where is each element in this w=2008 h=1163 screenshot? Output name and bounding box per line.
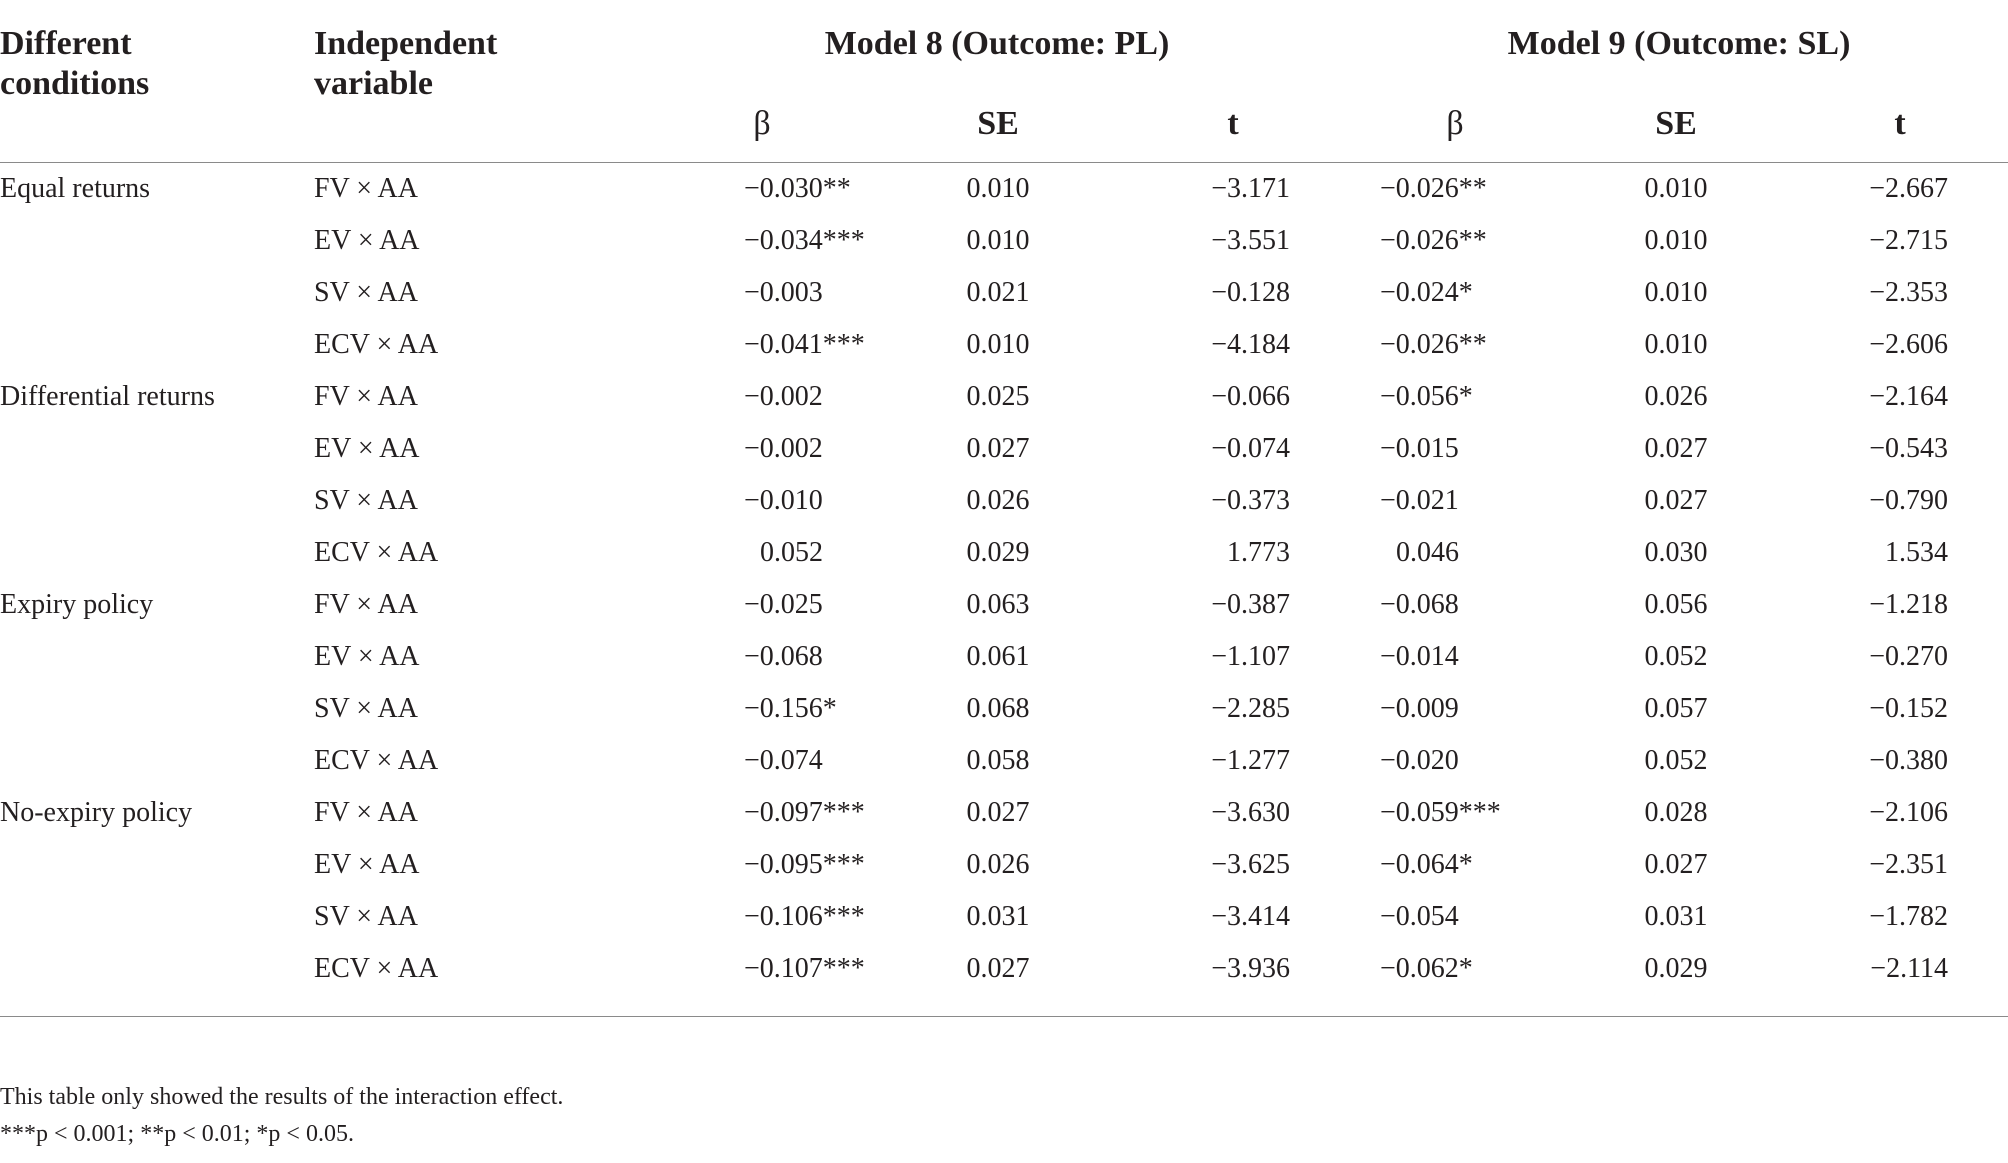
cell-condition xyxy=(0,943,314,995)
cell-se-model8: 0.025 xyxy=(966,381,1030,412)
table-row xyxy=(0,787,2008,839)
cell-se-model8: 0.068 xyxy=(966,693,1030,724)
cell-t-model8: −1.107 xyxy=(1211,641,1291,672)
table-row xyxy=(0,163,2008,216)
cell-variable: FV × AA xyxy=(314,589,418,620)
cell-t-model9: −2.606 xyxy=(1869,329,1949,360)
table-row xyxy=(0,943,2008,995)
cell-beta-model8: −0.010 xyxy=(744,485,823,516)
table-row xyxy=(0,839,2008,891)
cell-beta-model8: −0.095*** xyxy=(744,849,865,880)
cell-variable: ECV × AA xyxy=(314,745,439,776)
cell-t-model8: 1.773 xyxy=(1227,537,1291,568)
cell-t-model8: −3.414 xyxy=(1211,901,1291,932)
cell-beta-model8: −0.156* xyxy=(744,693,837,724)
cell-beta-model9: −0.064* xyxy=(1380,849,1473,880)
cell-se-model9: 0.056 xyxy=(1644,589,1708,620)
cell-beta-model8: −0.107*** xyxy=(744,953,865,984)
cell-variable: EV × AA xyxy=(314,641,420,672)
cell-se-model8: 0.058 xyxy=(966,745,1030,776)
table-row xyxy=(0,579,2008,631)
cell-variable: FV × AA xyxy=(314,173,418,204)
cell-t-model9: −0.270 xyxy=(1869,641,1949,672)
cell-beta-model8: −0.041*** xyxy=(744,329,865,360)
table-row xyxy=(0,371,2008,423)
cell-se-model9: 0.052 xyxy=(1644,745,1708,776)
table-row xyxy=(0,475,2008,527)
header-t-model9: t xyxy=(1894,105,1906,142)
cell-t-model9: −1.218 xyxy=(1869,589,1949,620)
cell-beta-model9: −0.015 xyxy=(1380,433,1459,464)
cell-t-model8: −0.128 xyxy=(1211,277,1291,308)
cell-beta-model9: −0.020 xyxy=(1380,745,1459,776)
cell-t-model9: −2.715 xyxy=(1869,225,1949,256)
cell-variable: EV × AA xyxy=(314,225,420,256)
cell-se-model8: 0.026 xyxy=(966,485,1030,516)
header-beta-model9: β xyxy=(1446,105,1464,142)
cell-beta-model8: −0.068 xyxy=(744,641,823,672)
cell-beta-model9: 0.046 xyxy=(1396,537,1460,568)
cell-variable: SV × AA xyxy=(314,277,418,308)
cell-condition xyxy=(0,319,314,371)
cell-t-model8: −4.184 xyxy=(1211,329,1291,360)
cell-variable: EV × AA xyxy=(314,849,420,880)
header-conditions-line2: conditions xyxy=(0,65,150,102)
cell-condition: Expiry policy xyxy=(0,589,154,620)
cell-beta-model9: −0.009 xyxy=(1380,693,1459,724)
header-se-model8: SE xyxy=(977,105,1019,142)
cell-beta-model8: −0.002 xyxy=(744,433,823,464)
cell-se-model8: 0.021 xyxy=(966,277,1030,308)
table-row xyxy=(0,423,2008,475)
cell-t-model9: −2.164 xyxy=(1869,381,1949,412)
header-conditions-line1: Different xyxy=(0,25,132,62)
cell-condition xyxy=(0,631,314,683)
header-t-model8: t xyxy=(1227,105,1239,142)
cell-condition xyxy=(0,267,314,319)
cell-se-model9: 0.026 xyxy=(1644,381,1708,412)
cell-beta-model9: −0.026** xyxy=(1380,225,1487,256)
cell-t-model8: −3.936 xyxy=(1211,953,1291,984)
cell-se-model9: 0.031 xyxy=(1644,901,1708,932)
cell-se-model9: 0.010 xyxy=(1644,277,1708,308)
cell-t-model9: −0.543 xyxy=(1869,433,1949,464)
cell-t-model9: −0.790 xyxy=(1869,485,1949,516)
cell-condition: Equal returns xyxy=(0,173,151,204)
cell-se-model8: 0.010 xyxy=(966,173,1030,204)
cell-t-model9: −1.782 xyxy=(1869,901,1949,932)
header-beta-model8: β xyxy=(753,105,771,142)
header-conditions xyxy=(0,0,314,163)
cell-beta-model8: −0.074 xyxy=(744,745,823,776)
cell-t-model8: −3.171 xyxy=(1211,173,1291,204)
cell-se-model8: 0.063 xyxy=(966,589,1030,620)
cell-beta-model8: −0.097*** xyxy=(744,797,865,828)
cell-se-model8: 0.027 xyxy=(966,797,1030,828)
cell-beta-model8: −0.002 xyxy=(744,381,823,412)
cell-condition xyxy=(0,215,314,267)
cell-se-model8: 0.031 xyxy=(966,901,1030,932)
cell-beta-model9: −0.054 xyxy=(1380,901,1459,932)
cell-variable: ECV × AA xyxy=(314,537,439,568)
table-row xyxy=(0,319,2008,371)
table-row xyxy=(0,683,2008,735)
header-variable xyxy=(314,0,644,163)
cell-condition xyxy=(0,735,314,787)
cell-variable: SV × AA xyxy=(314,693,418,724)
cell-variable: SV × AA xyxy=(314,485,418,516)
cell-beta-model8: −0.025 xyxy=(744,589,823,620)
cell-se-model9: 0.010 xyxy=(1644,225,1708,256)
cell-condition: Differential returns xyxy=(0,381,215,412)
cell-t-model9: −2.667 xyxy=(1869,173,1949,204)
cell-condition xyxy=(0,683,314,735)
footnote-significance-text: ***p < 0.001; **p < 0.01; *p < 0.05. xyxy=(0,1121,354,1147)
cell-beta-model9: −0.026** xyxy=(1380,329,1487,360)
cell-beta-model9: −0.021 xyxy=(1380,485,1459,516)
cell-se-model9: 0.010 xyxy=(1644,329,1708,360)
cell-beta-model9: −0.026** xyxy=(1380,173,1487,204)
bottom-rule xyxy=(0,1016,2008,1017)
cell-t-model9: −2.351 xyxy=(1869,849,1949,880)
table-row xyxy=(0,891,2008,943)
cell-beta-model9: −0.062* xyxy=(1380,953,1473,984)
cell-t-model8: −2.285 xyxy=(1211,693,1291,724)
cell-condition: No-expiry policy xyxy=(0,797,193,828)
cell-t-model8: −0.074 xyxy=(1211,433,1291,464)
table-row xyxy=(0,631,2008,683)
cell-t-model8: −0.066 xyxy=(1211,381,1291,412)
cell-variable: ECV × AA xyxy=(314,953,439,984)
cell-t-model9: −2.106 xyxy=(1869,797,1949,828)
cell-beta-model8: 0.052 xyxy=(760,537,823,568)
cell-se-model8: 0.027 xyxy=(966,953,1030,984)
table-row xyxy=(0,735,2008,787)
cell-beta-model9: −0.024* xyxy=(1380,277,1473,308)
cell-t-model9: −2.114 xyxy=(1870,953,1949,984)
cell-t-model8: −0.387 xyxy=(1211,589,1291,620)
table-row xyxy=(0,215,2008,267)
cell-t-model8: −1.277 xyxy=(1211,745,1291,776)
cell-t-model9: −0.152 xyxy=(1869,693,1949,724)
cell-se-model9: 0.010 xyxy=(1644,173,1708,204)
cell-variable: ECV × AA xyxy=(314,329,439,360)
header-variable-line1: Independent xyxy=(314,25,498,62)
cell-se-model8: 0.061 xyxy=(966,641,1030,672)
cell-beta-model8: −0.034*** xyxy=(744,225,865,256)
footnote-note: This table only showed the results of the interaction effect. xyxy=(0,1084,564,1110)
cell-variable: SV × AA xyxy=(314,901,418,932)
cell-se-model8: 0.029 xyxy=(966,537,1030,568)
cell-variable: FV × AA xyxy=(314,797,418,828)
cell-t-model8: −3.625 xyxy=(1211,849,1291,880)
cell-variable: FV × AA xyxy=(314,381,418,412)
cell-condition xyxy=(0,423,314,475)
cell-se-model9: 0.028 xyxy=(1644,797,1708,828)
cell-se-model9: 0.027 xyxy=(1644,485,1708,516)
table-body xyxy=(0,163,2008,996)
cell-beta-model9: −0.068 xyxy=(1380,589,1459,620)
cell-t-model9: −0.380 xyxy=(1869,745,1949,776)
cell-beta-model9: −0.059*** xyxy=(1380,797,1501,828)
cell-beta-model8: −0.106*** xyxy=(744,901,865,932)
cell-condition xyxy=(0,527,314,579)
cell-condition xyxy=(0,475,314,527)
table-header-row xyxy=(0,0,2008,86)
cell-beta-model9: −0.014 xyxy=(1380,641,1459,672)
cell-se-model9: 0.029 xyxy=(1644,953,1708,984)
cell-beta-model9: −0.056* xyxy=(1380,381,1473,412)
table-row xyxy=(0,267,2008,319)
cell-se-model8: 0.010 xyxy=(966,329,1030,360)
header-model8: Model 8 (Outcome: PL) xyxy=(824,25,1170,62)
cell-t-model8: −3.630 xyxy=(1211,797,1291,828)
cell-se-model8: 0.010 xyxy=(966,225,1030,256)
cell-condition xyxy=(0,891,314,943)
cell-condition xyxy=(0,839,314,891)
header-model9: Model 9 (Outcome: SL) xyxy=(1507,25,1851,62)
cell-se-model9: 0.052 xyxy=(1644,641,1708,672)
table-row xyxy=(0,527,2008,579)
footnote-significance xyxy=(0,1119,354,1149)
cell-variable: EV × AA xyxy=(314,433,420,464)
cell-beta-model8: −0.030** xyxy=(744,173,851,204)
cell-se-model9: 0.027 xyxy=(1644,849,1708,880)
cell-t-model9: −2.353 xyxy=(1869,277,1949,308)
cell-beta-model8: −0.003 xyxy=(744,277,823,308)
header-variable-line2: variable xyxy=(314,65,433,102)
cell-se-model9: 0.027 xyxy=(1644,433,1708,464)
cell-t-model8: −3.551 xyxy=(1211,225,1291,256)
cell-se-model8: 0.026 xyxy=(966,849,1030,880)
cell-se-model8: 0.027 xyxy=(966,433,1030,464)
cell-t-model8: −0.373 xyxy=(1211,485,1291,516)
cell-se-model9: 0.030 xyxy=(1644,537,1708,568)
cell-t-model9: 1.534 xyxy=(1885,537,1949,568)
cell-se-model9: 0.057 xyxy=(1644,693,1708,724)
header-se-model9: SE xyxy=(1655,105,1697,142)
